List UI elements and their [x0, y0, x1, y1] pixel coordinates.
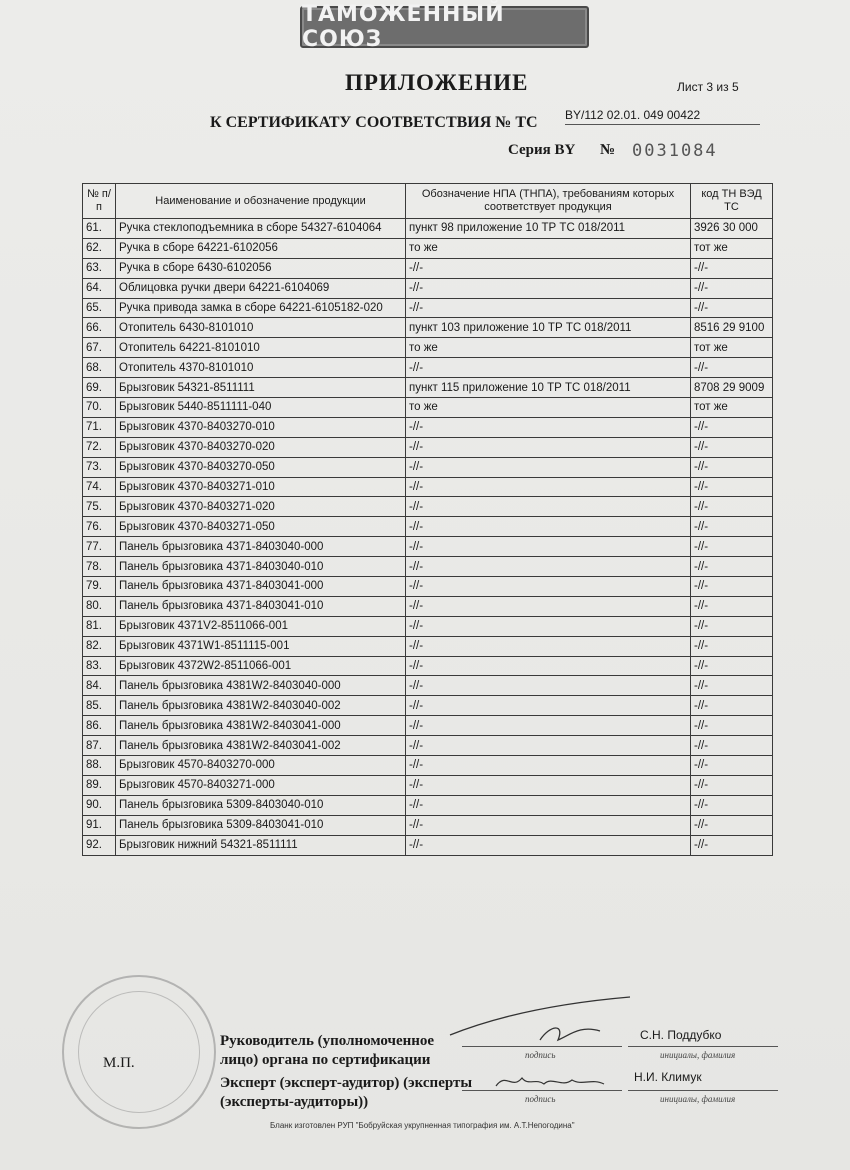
product-name: Брызговик 5440-8511111-040 [116, 398, 406, 418]
regulation-reference: -//- [406, 457, 691, 477]
certificate-subtitle: К СЕРТИФИКАТУ СООТВЕТСТВИЯ № ТС [210, 114, 538, 131]
hs-code: -//- [691, 437, 773, 457]
hs-code: 3926 30 000 [691, 219, 773, 239]
row-number: 76. [83, 517, 116, 537]
regulation-reference: -//- [406, 537, 691, 557]
regulation-reference: -//- [406, 616, 691, 636]
expert-name-caption: инициалы, фамилия [660, 1094, 736, 1104]
regulation-reference: -//- [406, 716, 691, 736]
regulation-reference: -//- [406, 477, 691, 497]
row-number: 69. [83, 378, 116, 398]
regulation-reference: -//- [406, 656, 691, 676]
round-seal-stamp [62, 975, 216, 1129]
table-row [83, 219, 773, 239]
hs-code: тот же [691, 338, 773, 358]
hs-code: -//- [691, 656, 773, 676]
regulation-reference: -//- [406, 358, 691, 378]
product-name: Облицовка ручки двери 64221-6104069 [116, 278, 406, 298]
row-number: 71. [83, 417, 116, 437]
hs-code: -//- [691, 278, 773, 298]
table-row [83, 318, 773, 338]
product-name: Брызговик 54321-8511111 [116, 378, 406, 398]
products-table [82, 183, 773, 856]
table-row [83, 596, 773, 616]
table-header-row [83, 184, 773, 219]
table-row [83, 358, 773, 378]
expert-name: Н.И. Климук [634, 1070, 702, 1084]
row-number: 85. [83, 696, 116, 716]
row-number: 92. [83, 835, 116, 855]
footer-print-note: Бланк изготовлен РУП "Бобруйская укрупненная типография им. А.Т.Непогодина" [270, 1121, 575, 1130]
row-number: 73. [83, 457, 116, 477]
row-number: 65. [83, 298, 116, 318]
regulation-reference: то же [406, 338, 691, 358]
row-number: 61. [83, 219, 116, 239]
row-number: 88. [83, 756, 116, 776]
customs-union-banner [300, 2, 589, 52]
table-row [83, 398, 773, 418]
series-number: 0031084 [632, 141, 718, 161]
hs-code: -//- [691, 815, 773, 835]
table-row [83, 676, 773, 696]
product-name: Отопитель 4370-8101010 [116, 358, 406, 378]
row-number: 86. [83, 716, 116, 736]
regulation-reference: -//- [406, 417, 691, 437]
regulation-reference: -//- [406, 258, 691, 278]
series-label: Серия BY [508, 142, 576, 158]
hs-code: -//- [691, 577, 773, 597]
table-row [83, 736, 773, 756]
table-row [83, 557, 773, 577]
hs-code: -//- [691, 736, 773, 756]
product-name: Брызговик 4372W2-8511066-001 [116, 656, 406, 676]
product-name: Ручка в сборе 64221-6102056 [116, 238, 406, 258]
table-row [83, 338, 773, 358]
head-name-caption: инициалы, фамилия [660, 1050, 736, 1060]
product-name: Отопитель 6430-8101010 [116, 318, 406, 338]
hs-code: -//- [691, 258, 773, 278]
regulation-reference: пункт 98 приложение 10 ТР ТС 018/2011 [406, 219, 691, 239]
hs-code: -//- [691, 457, 773, 477]
product-name: Панель брызговика 4381W2-8403040-000 [116, 676, 406, 696]
hs-code: 8708 29 9009 [691, 378, 773, 398]
hs-code: -//- [691, 497, 773, 517]
head-name: С.Н. Поддубко [640, 1028, 722, 1042]
hs-code: -//- [691, 298, 773, 318]
product-name: Брызговик 4370-8403270-020 [116, 437, 406, 457]
row-number: 74. [83, 477, 116, 497]
row-number: 79. [83, 577, 116, 597]
expert-name-line [628, 1090, 778, 1091]
head-name-line [628, 1046, 778, 1047]
hs-code: -//- [691, 537, 773, 557]
regulation-reference: -//- [406, 577, 691, 597]
expert-label: Эксперт (эксперт-аудитор) (эксперты (эксперты-аудиторы)) [220, 1075, 473, 1110]
table-row [83, 517, 773, 537]
table-row [83, 537, 773, 557]
product-name: Брызговик 4370-8403270-010 [116, 417, 406, 437]
row-number: 70. [83, 398, 116, 418]
header-norm: Обозначение НПА (ТНПА), требованиям которых соответствует продукция [406, 184, 691, 219]
row-number: 66. [83, 318, 116, 338]
banner-text: ТАМОЖЕННЫЙ СОЮЗ [302, 2, 505, 52]
product-name: Брызговик 4570-8403271-000 [116, 775, 406, 795]
product-name: Панель брызговика 4381W2-8403041-000 [116, 716, 406, 736]
row-number: 63. [83, 258, 116, 278]
product-name: Ручка в сборе 6430-6102056 [116, 258, 406, 278]
product-name: Брызговик 4371W1-8511115-001 [116, 636, 406, 656]
table-row [83, 656, 773, 676]
product-name: Панель брызговика 4381W2-8403041-002 [116, 736, 406, 756]
regulation-reference: -//- [406, 756, 691, 776]
expert-signature [492, 1068, 612, 1096]
table-row [83, 636, 773, 656]
regulation-reference: -//- [406, 437, 691, 457]
header-num: № п/п [83, 184, 116, 219]
product-name: Панель брызговика 4381W2-8403040-002 [116, 696, 406, 716]
row-number: 67. [83, 338, 116, 358]
hs-code: -//- [691, 596, 773, 616]
hs-code: -//- [691, 517, 773, 537]
row-number: 83. [83, 656, 116, 676]
table-row [83, 756, 773, 776]
regulation-reference: -//- [406, 775, 691, 795]
row-number: 84. [83, 676, 116, 696]
hs-code: -//- [691, 696, 773, 716]
header-name: Наименование и обозначение продукции [116, 184, 406, 219]
product-name: Брызговик 4370-8403270-050 [116, 457, 406, 477]
product-name: Панель брызговика 4371-8403040-010 [116, 557, 406, 577]
regulation-reference: -//- [406, 596, 691, 616]
row-number: 78. [83, 557, 116, 577]
table-row [83, 437, 773, 457]
regulation-reference: -//- [406, 517, 691, 537]
product-name: Панель брызговика 4371-8403041-010 [116, 596, 406, 616]
table-row [83, 477, 773, 497]
hs-code: -//- [691, 616, 773, 636]
head-signature [440, 995, 650, 1055]
table-row [83, 577, 773, 597]
regulation-reference: -//- [406, 497, 691, 517]
row-number: 68. [83, 358, 116, 378]
row-number: 89. [83, 775, 116, 795]
regulation-reference: -//- [406, 815, 691, 835]
regulation-reference: -//- [406, 278, 691, 298]
table-row [83, 258, 773, 278]
regulation-reference: -//- [406, 676, 691, 696]
regulation-reference: -//- [406, 636, 691, 656]
product-name: Брызговик 4370-8403271-010 [116, 477, 406, 497]
row-number: 82. [83, 636, 116, 656]
table-row [83, 278, 773, 298]
regulation-reference: то же [406, 398, 691, 418]
hs-code: тот же [691, 238, 773, 258]
hs-code: -//- [691, 775, 773, 795]
hs-code: -//- [691, 477, 773, 497]
table-row [83, 238, 773, 258]
regulation-reference: -//- [406, 557, 691, 577]
table-row [83, 417, 773, 437]
page-title: ПРИЛОЖЕНИЕ [345, 70, 529, 95]
row-number: 81. [83, 616, 116, 636]
row-number: 77. [83, 537, 116, 557]
hs-code: -//- [691, 676, 773, 696]
table-row [83, 775, 773, 795]
expert-signature-caption: подпись [525, 1094, 556, 1104]
product-name: Брызговик 4370-8403271-050 [116, 517, 406, 537]
certificate-number: BY/112 02.01. 049 00422 [565, 108, 760, 125]
table-row [83, 497, 773, 517]
head-label: Руководитель (уполномоченное лицо) органа по сертификации [220, 1033, 435, 1068]
hs-code: -//- [691, 716, 773, 736]
sheet-number: Лист 3 из 5 [677, 80, 739, 94]
number-label: № [600, 142, 616, 158]
regulation-reference: -//- [406, 736, 691, 756]
table-row [83, 457, 773, 477]
product-name: Брызговик нижний 54321-8511111 [116, 835, 406, 855]
regulation-reference: -//- [406, 696, 691, 716]
regulation-reference: пункт 103 приложение 10 ТР ТС 018/2011 [406, 318, 691, 338]
regulation-reference: -//- [406, 298, 691, 318]
hs-code: -//- [691, 756, 773, 776]
regulation-reference: то же [406, 238, 691, 258]
header-code: код ТН ВЭД ТС [691, 184, 773, 219]
product-name: Ручка стеклоподъемника в сборе 54327-6104064 [116, 219, 406, 239]
regulation-reference: пункт 115 приложение 10 ТР ТС 018/2011 [406, 378, 691, 398]
product-name: Панель брызговика 4371-8403041-000 [116, 577, 406, 597]
head-signature-caption: подпись [525, 1050, 556, 1060]
row-number: 62. [83, 238, 116, 258]
table-row [83, 298, 773, 318]
row-number: 90. [83, 795, 116, 815]
regulation-reference: -//- [406, 795, 691, 815]
row-number: 91. [83, 815, 116, 835]
table-row [83, 835, 773, 855]
table-row [83, 616, 773, 636]
product-name: Брызговик 4370-8403271-020 [116, 497, 406, 517]
product-name: Панель брызговика 5309-8403040-010 [116, 795, 406, 815]
table-row [83, 815, 773, 835]
product-name: Панель брызговика 4371-8403040-000 [116, 537, 406, 557]
hs-code: -//- [691, 795, 773, 815]
hs-code: тот же [691, 398, 773, 418]
table-row [83, 795, 773, 815]
row-number: 75. [83, 497, 116, 517]
hs-code: -//- [691, 358, 773, 378]
product-name: Панель брызговика 5309-8403041-010 [116, 815, 406, 835]
table-row [83, 696, 773, 716]
stamp-place-label: М.П. [103, 1055, 135, 1071]
regulation-reference: -//- [406, 835, 691, 855]
row-number: 80. [83, 596, 116, 616]
table-row [83, 716, 773, 736]
row-number: 64. [83, 278, 116, 298]
row-number: 87. [83, 736, 116, 756]
hs-code: -//- [691, 636, 773, 656]
product-name: Брызговик 4371V2-8511066-001 [116, 616, 406, 636]
table-row [83, 378, 773, 398]
hs-code: -//- [691, 557, 773, 577]
hs-code: 8516 29 9100 [691, 318, 773, 338]
hs-code: -//- [691, 835, 773, 855]
product-name: Брызговик 4570-8403270-000 [116, 756, 406, 776]
product-name: Отопитель 64221-8101010 [116, 338, 406, 358]
hs-code: -//- [691, 417, 773, 437]
row-number: 72. [83, 437, 116, 457]
product-name: Ручка привода замка в сборе 64221-6105182-020 [116, 298, 406, 318]
